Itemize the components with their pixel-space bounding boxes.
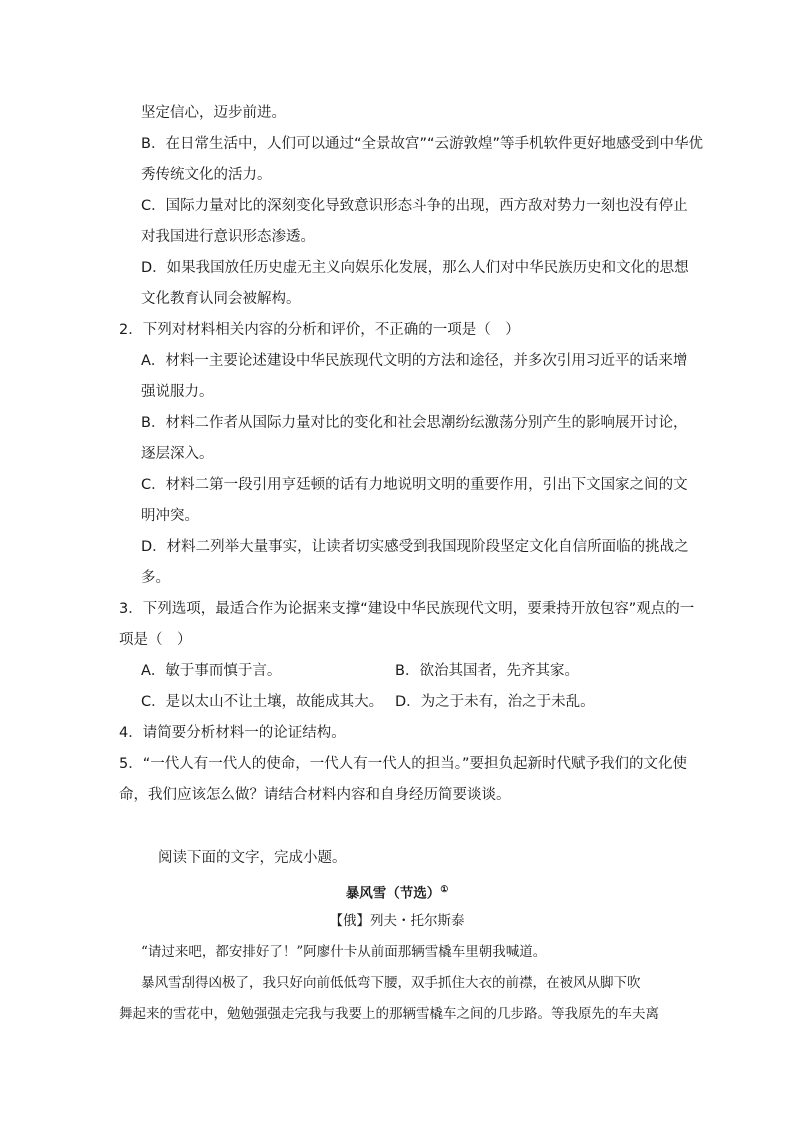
q3-option-b: B．欲治其国者，先齐其家。 — [395, 663, 579, 679]
text-line: D．材料二列举大量事实，让读者切实感受到我国现阶段坚定文化自信所面临的挑战之 — [141, 539, 689, 555]
question-4: 4．请简要分析材料一的论证结构。 — [119, 725, 346, 741]
q3-option-c: C．是以太山不让土壤，故能成其大。 — [141, 694, 384, 710]
text-line: 文化教育认同会被解构。 — [141, 291, 301, 307]
story-title-text: 暴风雪（节选） — [345, 885, 441, 902]
text-line: 逐层深入。 — [141, 446, 214, 462]
text-line: 多。 — [141, 570, 170, 586]
text-line: 命，我们应该怎么做？请结合材料内容和自身经历简要谈谈。 — [119, 787, 511, 803]
text-line: 强说服力。 — [141, 384, 214, 400]
question-3: 3．下列选项，最适合作为论据来支撑“建设中华民族现代文明，要秉持开放包容”观点的一 — [119, 601, 695, 617]
text-line: B．材料二作者从国际力量对比的变化和社会思潮纷纭激荡分别产生的影响展开讨论， — [141, 415, 688, 431]
text-line: A．材料一主要论述建设中华民族现代文明的方法和途径，并多次引用习近平的话来增 — [141, 353, 688, 369]
text-line: 秀传统文化的活力。 — [141, 167, 272, 183]
text-line: 对我国进行意识形态渗透。 — [141, 229, 315, 245]
question-5: 5．“一代人有一代人的使命，一代人有一代人的担当。”要担负起新时代赋予我们的文化使 — [119, 756, 687, 772]
question-2: 2．下列对材料相关内容的分析和评价，不正确的一项是（ ） — [119, 322, 520, 338]
story-paragraph-2: 暴风雪刮得凶极了，我只好向前低低弯下腰，双手抓住大衣的前襟，在被风从脚下吹 — [141, 975, 641, 991]
footnote-mark: ① — [440, 885, 449, 895]
story-author: 【俄】列夫・托尔斯泰 — [329, 913, 465, 929]
text-line: 明冲突。 — [141, 508, 199, 524]
reading-instruction: 阅读下面的文字，完成小题。 — [158, 850, 347, 866]
text-line: 坚定信心，迈步前进。 — [141, 105, 286, 121]
text-line: C．国际力量对比的深刻变化导致意识形态斗争的出现，西方敌对势力一刻也没有停止 — [141, 198, 688, 214]
q3-option-a: A．敏于事而慎于言。 — [141, 663, 282, 679]
text-line: D．如果我国放任历史虚无主义向娱乐化发展，那么人们对中华民族历史和文化的思想 — [141, 260, 689, 276]
text-line: B．在日常生活中，人们可以通过“全景故宫”“云游敦煌”等手机软件更好地感受到中华优 — [141, 136, 703, 152]
q3-option-d: D．为之于未有，治之于未乱。 — [395, 694, 595, 710]
text-line: 项是（ ） — [119, 632, 192, 648]
text-line: 舞起来的雪花中，勉勉强强走完我与我要上的那辆雪橇车之间的几步路。等我原先的车夫离 — [119, 1006, 659, 1022]
story-paragraph-1: “请过来吧，都安排好了！”阿廖什卡从前面那辆雪橇车里朝我喊道。 — [141, 944, 547, 960]
story-title — [0, 880, 794, 904]
text-line: C．材料二第一段引用亨廷顿的话有力地说明文明的重要作用，引出下文国家之间的文 — [141, 477, 688, 493]
